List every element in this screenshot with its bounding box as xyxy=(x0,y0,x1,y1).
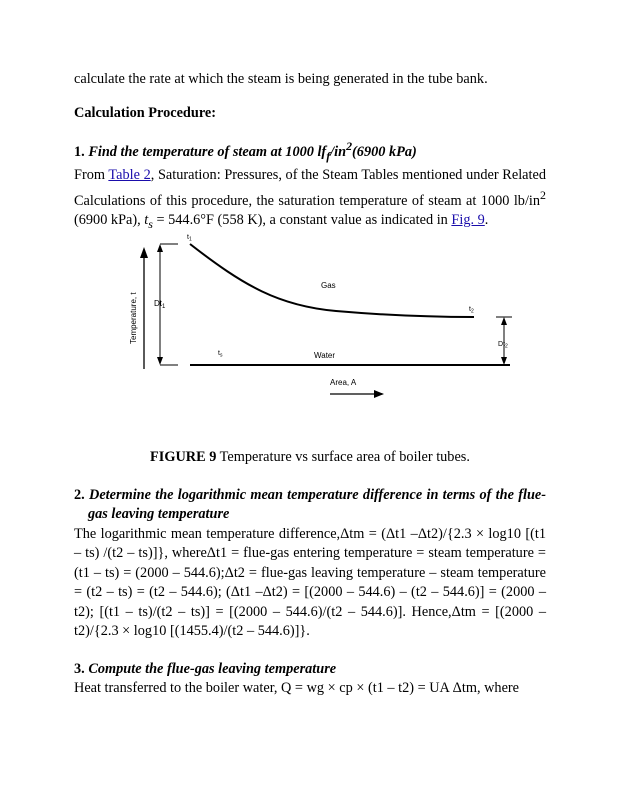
table-2-link[interactable]: Table 2 xyxy=(108,167,151,184)
temperature-area-diagram xyxy=(74,234,546,444)
t1-label: $t_1$ xyxy=(187,234,192,243)
dt2-arrow-down xyxy=(501,357,507,365)
step3-body: Heat transferred to the boiler water, Q = wg × cp × (t1 – t2) = UA Δtm, where xyxy=(74,680,520,697)
ts-label: $t_s$ xyxy=(218,350,223,359)
dt1-arrow-down xyxy=(157,357,163,365)
dt2-arrow-up xyxy=(501,317,507,325)
y-axis-label: Temperature, t xyxy=(129,292,138,345)
water-label: Water xyxy=(314,351,336,361)
figure-caption: FIGURE 9 Temperature vs surface area of boiler tubes. xyxy=(150,449,470,466)
step1-heading: 1. Find the temperature of steam at 1000 $lf_f/in^2(6900$ kPa) xyxy=(74,139,417,163)
document-page xyxy=(74,70,546,699)
figure-9 xyxy=(74,234,546,444)
step2-body: The logarithmic mean temperature difference,Δtm = (Δt1 –Δt2)/{2.3 × log10 [(t1 – ts) /(t2 – ts)]}, whereΔt1 = flue-gas entering temperature = steam temperature = (t1 – ts) = (2000 – 544.6);Δt2 = flue-gas leaving temperature – steam temperature = (t2 – ts) = (t2 – 544.6); (Δt1 –Δt2) = [(2000 – 544.6) – (t2 – 544.6)] = (2000 – t2); [(t1 – ts)/(t2 – ts)] = [(2000 – 544.6)/(t2 – 544.6)]. Hence,Δtm = [(2000 – t2)/{2.3 × log10 [(1455.4)/(t2 – 544.6)]}. xyxy=(74,525,546,640)
intro-line: calculate the rate at which the steam is being generated in the tube bank. xyxy=(74,71,488,87)
t2-label: $t_2$ xyxy=(469,306,474,315)
gas-label: Gas xyxy=(321,281,336,291)
fig-9-link[interactable]: Fig. 9 xyxy=(451,211,485,228)
procedure-heading: Calculation Procedure: xyxy=(74,104,217,121)
dt2-label: $Dt_2$ xyxy=(498,341,508,350)
x-axis-label: Area, A xyxy=(330,378,357,388)
step3-heading: 3. Compute the flue-gas leaving temperature xyxy=(74,660,337,677)
step1-body: From Table 2, Saturation: Pressures, of the Steam Tables mentioned under Related Calculations of this procedure, the saturation temperature of steam at 1000 $lb/in^2$ (6900 kPa), $t_s = 544.6^\circ F$ (558 K), a constant value as indicated in Fig. 9. xyxy=(74,167,546,231)
dt1-label: $Dt_1$ xyxy=(154,299,166,311)
y-axis-arrow xyxy=(140,247,148,258)
step2-heading: 2. Determine the logarithmic mean temperature difference in terms of the flue-gas leaving temperature xyxy=(74,486,546,523)
dt1-arrow-up xyxy=(157,244,163,252)
x-axis-arrow xyxy=(374,390,384,398)
